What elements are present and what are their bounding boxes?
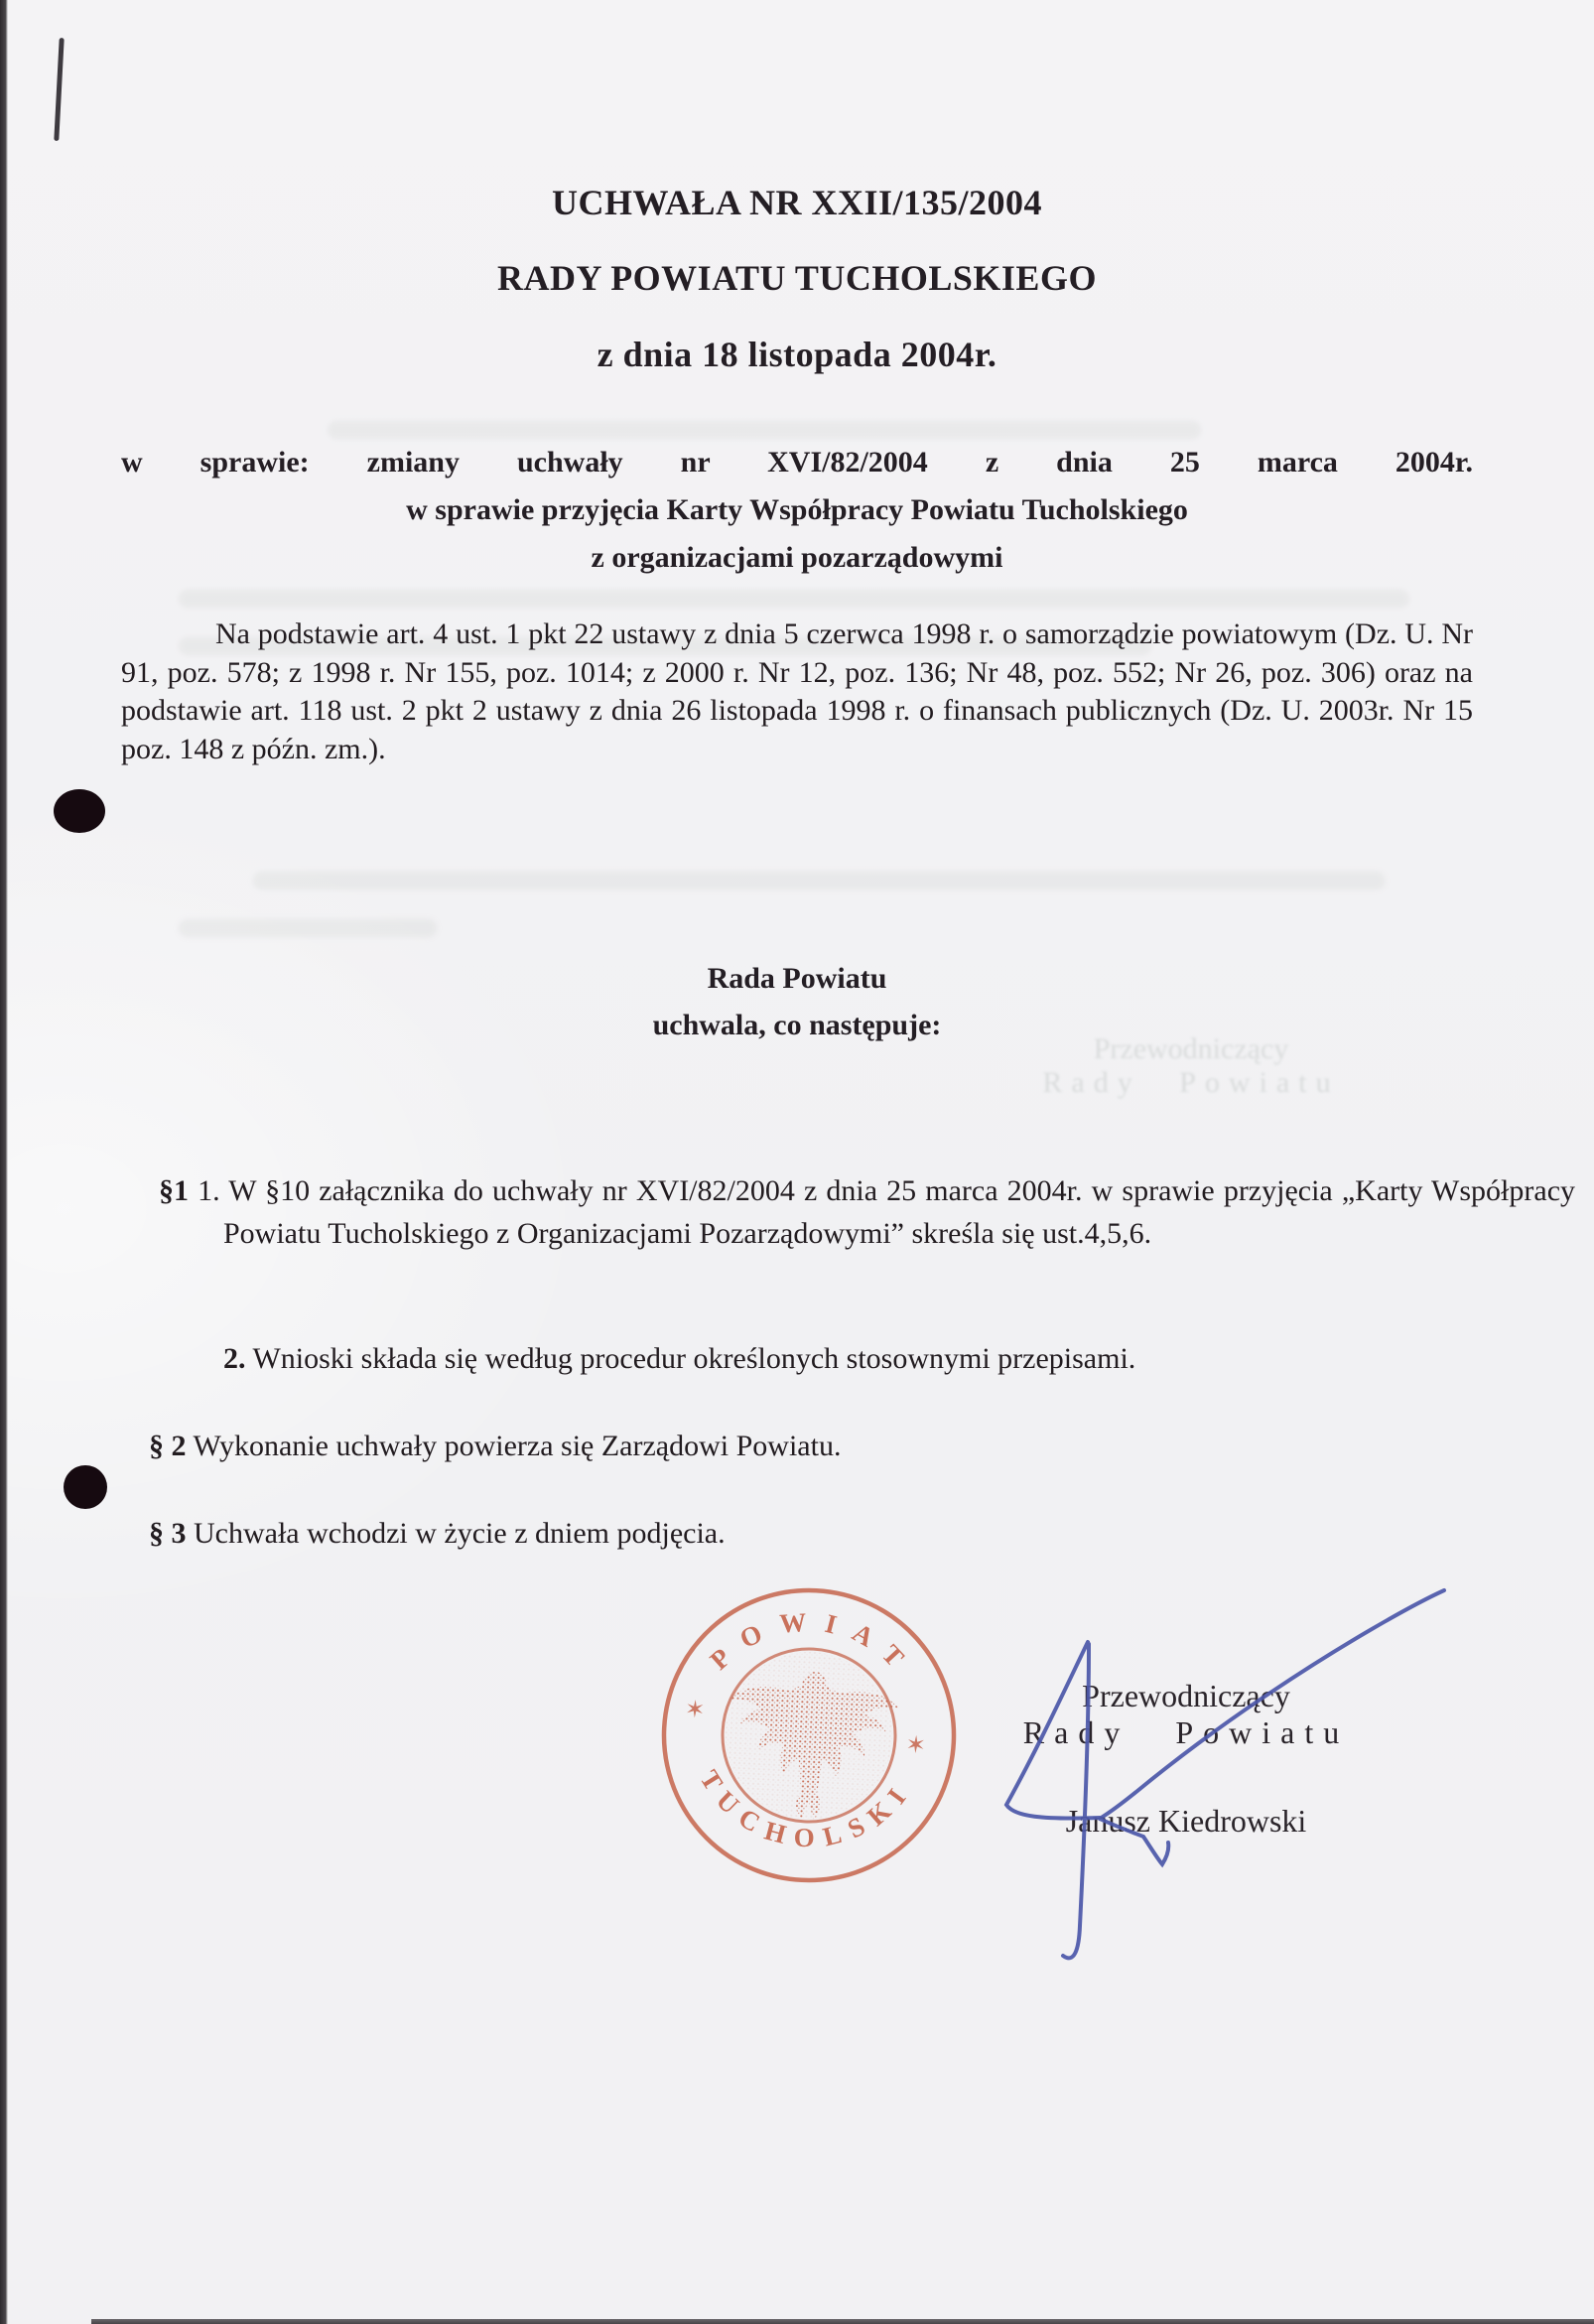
issuing-body: RADY POWIATU TUCHOLSKIEGO [497, 258, 1097, 298]
section-text: Uchwała wchodzi w życie z dniem podjęcia. [194, 1517, 726, 1550]
section-paragraph [121, 1169, 1575, 1255]
bleed-through-smudge [179, 919, 437, 937]
section-paragraph [121, 1430, 1501, 1463]
legal-basis-paragraph: Na podstawie art. 4 ust. 1 pkt 22 ustawy z dnia 5 czerwca 1998 r. o samorządzie powiatowym (Dz. U. Nr 91, poz. 578; z 1998 r. Nr 155, poz. 1014; z 2000 r. Nr 12, poz. 136; Nr 48, poz. 552; Nr 26, poz. 306) oraz na podstawie art. 118 ust. 2 pkt 2 ustawy z dnia 26 listopada 1998 r. o finansach publicznych (Dz. U. 2003r. Nr 15 poz. 148 z późn. zm.). [121, 617, 1473, 765]
signature-block [993, 1678, 1380, 1840]
section-marker: § 3 [149, 1517, 187, 1550]
stamp-arc-top-text: POWIAT [704, 1605, 922, 1685]
section-marker: 2. [223, 1342, 246, 1375]
section-paragraph [121, 1517, 1501, 1551]
stamp-star-icon: ✶ [904, 1732, 927, 1760]
bleed-through-smudge [179, 590, 1409, 608]
section-marker: §1 [159, 1174, 189, 1207]
stamp-arc-bottom-text: TUCHOLSKI [694, 1764, 918, 1853]
bleed-through-line: Przewodniczący [1093, 1032, 1289, 1065]
bleed-through-text [1027, 1032, 1355, 1100]
bleed-through-line: Rady Powiatu [1042, 1066, 1340, 1099]
bleed-through-smudge [328, 421, 1201, 439]
scan-edge-left [0, 0, 8, 2324]
scan-edge-bottom [91, 2319, 1594, 2324]
enacting-formula: uchwala, co następuje: [652, 1009, 942, 1041]
section-paragraph [121, 1342, 1575, 1376]
section-text: 1. W §10 załącznika do uchwały nr XVI/82/2004 z dnia 25 marca 2004r. w sprawie przyjęcia „Karty Współpracy Powiatu Tucholskiego z Organizacjami Pozarządowymi” skreśla się ust.4,5,6. [198, 1174, 1576, 1250]
subject-line: w sprawie: zmiany uchwały nr XVI/82/2004 z dnia 25 marca 2004r. [121, 446, 1473, 478]
resolution-date: z dnia 18 listopada 2004r. [597, 335, 997, 374]
hole-punch-mark [64, 1465, 107, 1509]
hole-punch-mark [54, 789, 105, 833]
section-marker: § 2 [149, 1430, 187, 1462]
bleed-through-smudge [253, 872, 1385, 889]
signer-role-line: Przewodniczący [1082, 1678, 1290, 1713]
resolution-title: UCHWAŁA NR XXII/135/2004 [551, 183, 1043, 222]
enacting-formula: Rada Powiatu [707, 962, 887, 995]
official-round-stamp [642, 1569, 976, 1902]
signer-role-line: Rady Powiatu [1022, 1714, 1350, 1750]
pen-mark [54, 38, 64, 141]
section-text: Wykonanie uchwały powierza się Zarządowi Powiatu. [193, 1430, 842, 1462]
stamp-star-icon: ✶ [684, 1697, 706, 1724]
subject-line: z organizacjami pozarządowymi [591, 541, 1003, 574]
signer-name: Janusz Kiedrowski [1065, 1803, 1307, 1839]
subject-line: w sprawie przyjęcia Karty Współpracy Powiatu Tucholskiego [406, 493, 1188, 526]
section-text: Wnioski składa się według procedur określonych stosownymi przepisami. [252, 1342, 1136, 1375]
